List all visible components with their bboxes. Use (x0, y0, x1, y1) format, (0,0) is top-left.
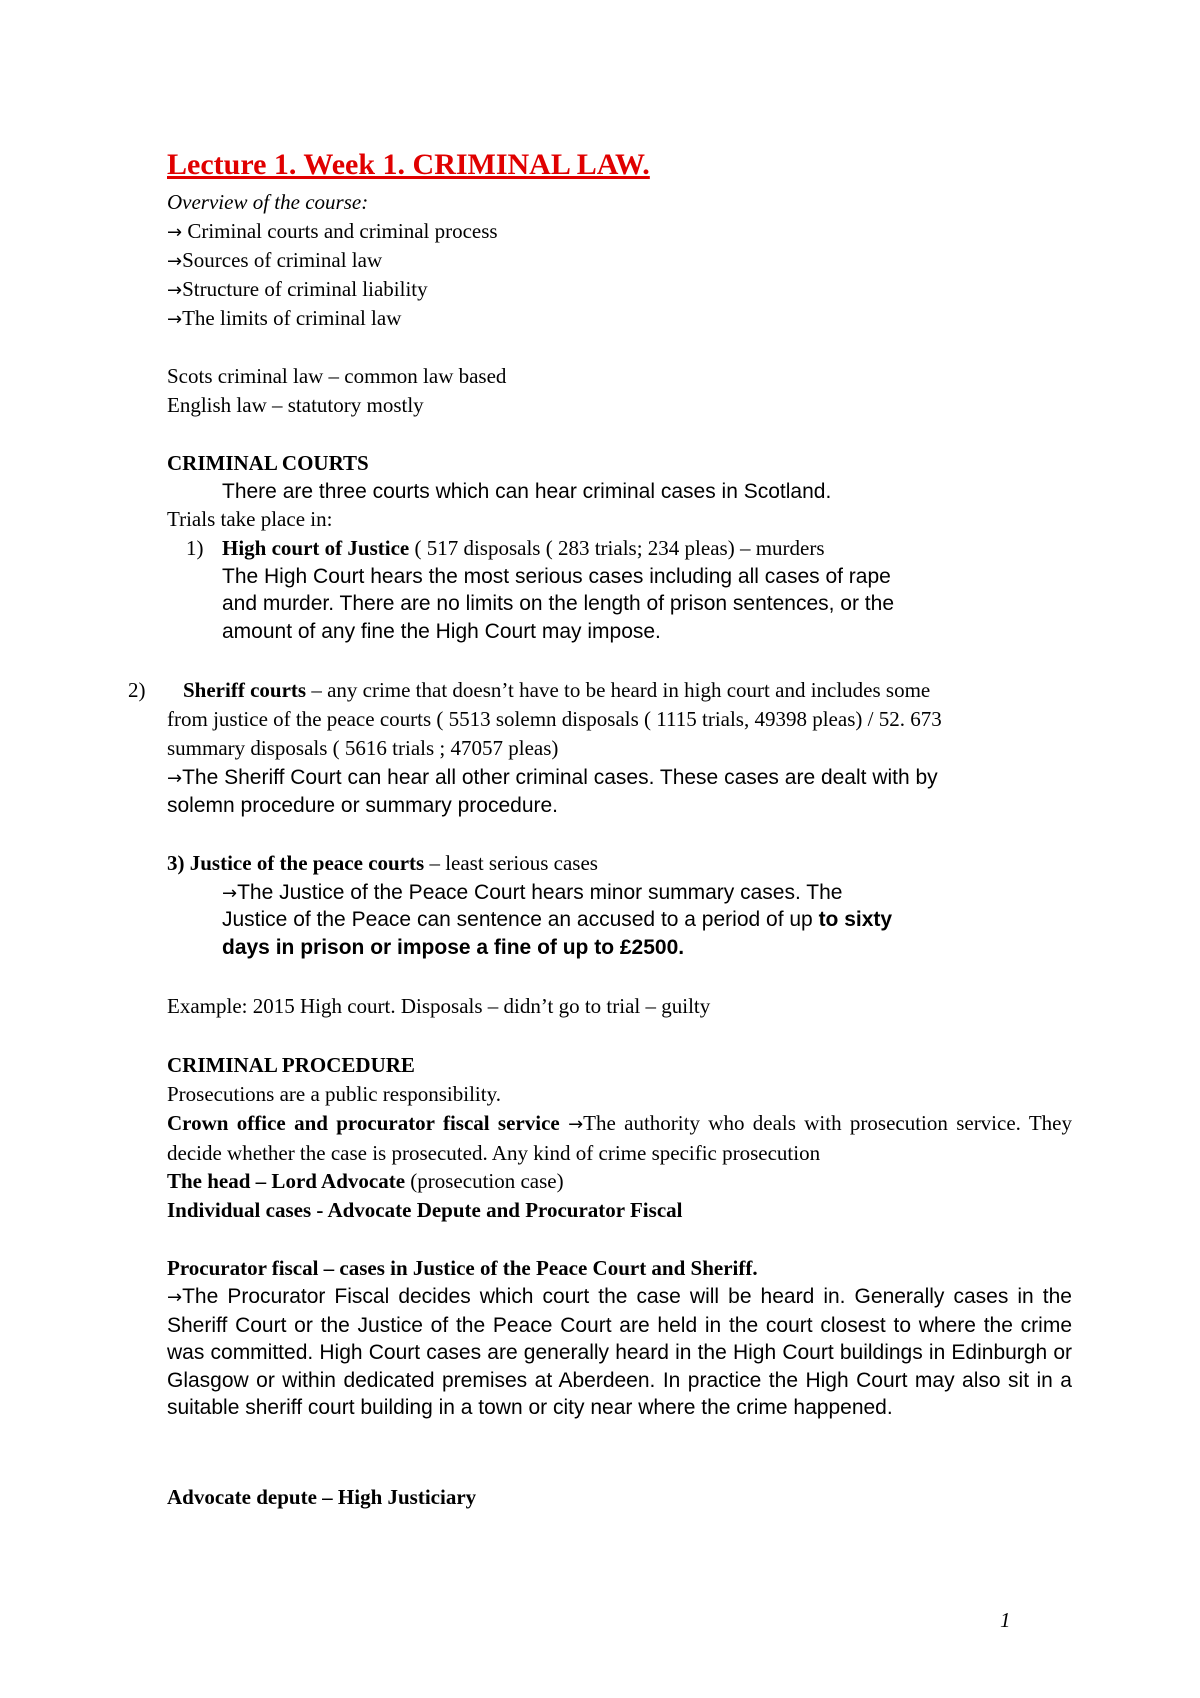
high-court-name: High court of Justice (222, 536, 410, 560)
high-court-desc: The High Court hears the most serious cases including all cases of rape (222, 565, 891, 588)
arrow-icon: → (167, 768, 183, 789)
high-court-desc: and murder. There are no limits on the length of prison sentences, or the (222, 592, 894, 615)
sheriff-court-stats: from justice of the peace courts ( 5513 solemn disposals ( 1115 trials, 49398 pleas) / 52. 673 (167, 707, 942, 731)
lecture-title: Lecture 1. Week 1. CRIMINAL LAW. (167, 148, 650, 181)
section-heading-procedure: CRIMINAL PROCEDURE (167, 1053, 415, 1077)
arrow-icon: → (167, 251, 183, 272)
section-heading-courts: CRIMINAL COURTS (167, 451, 369, 475)
sheriff-court-name: Sheriff courts (183, 678, 307, 702)
advocate-depute-line: Advocate depute – High Justiciary (167, 1485, 477, 1509)
sheriff-court-desc: solemn procedure or summary procedure. (167, 794, 559, 817)
overview-heading: Overview of the course: (167, 190, 369, 214)
courts-intro: There are three courts which can hear criminal cases in Scotland. (222, 480, 832, 503)
arrow-icon: → (167, 280, 183, 301)
sheriff-court-desc: →The Sheriff Court can hear all other criminal cases. These cases are dealt with by (167, 766, 938, 789)
individual-cases-line: Individual cases - Advocate Depute and Procurator Fiscal (167, 1198, 683, 1222)
scots-law-line: Scots criminal law – common law based (167, 364, 507, 388)
list-number: 1) (186, 536, 204, 560)
page-number: 1 (1000, 1608, 1011, 1632)
high-court-desc: amount of any fine the High Court may impose. (222, 620, 661, 643)
arrow-icon: → (568, 1114, 584, 1135)
english-law-line: English law – statutory mostly (167, 393, 424, 417)
arrow-icon: → (167, 309, 183, 330)
overview-item: → Criminal courts and criminal process (167, 219, 498, 243)
example-line: Example: 2015 High court. Disposals – didn’t go to trial – guilty (167, 994, 711, 1018)
list-number: 2) (128, 678, 146, 702)
sheriff-court-line: Sheriff courts – any crime that doesn’t have to be heard in high court and includes some (183, 678, 931, 702)
justice-court-desc: days in prison or impose a fine of up to £2500. (222, 936, 685, 959)
justice-court-desc: →The Justice of the Peace Court hears minor summary cases. The (222, 881, 843, 904)
overview-item: →Structure of criminal liability (167, 277, 428, 301)
justice-court-name: 3) Justice of the peace courts (167, 851, 425, 875)
trials-line: Trials take place in: (167, 507, 333, 531)
justice-court-line: 3) Justice of the peace courts – least serious cases (167, 851, 598, 875)
overview-item: →Sources of criminal law (167, 248, 383, 272)
sheriff-court-stats: summary disposals ( 5616 trials ; 47057 pleas) (167, 736, 559, 760)
high-court-line: High court of Justice ( 517 disposals ( 283 trials; 234 pleas) – murders (222, 536, 825, 560)
procurator-fiscal-heading: Procurator fiscal – cases in Justice of the Peace Court and Sheriff. (167, 1256, 758, 1280)
head-line: The head – Lord Advocate (prosecution case) (167, 1169, 564, 1193)
arrow-icon: → (167, 222, 183, 243)
public-responsibility-line: Prosecutions are a public responsibility. (167, 1082, 501, 1106)
arrow-icon: → (222, 883, 238, 904)
arrow-icon: → (167, 1287, 183, 1308)
crown-office-paragraph: Crown office and procurator fiscal service →The authority who deals with prosecution service. They decide whether the case is prosecuted. Any kind of crime specific prosecution (167, 1111, 1073, 1165)
procurator-fiscal-desc: →The Procurator Fiscal decides which court the case will be heard in. Generally cases in the Sheriff Court or the Justice of the Peace Court are held in the court closest to where the crime was committed. High Court cases are generally heard in the High Court buildings in Edinburgh or Glasgow or within dedicated premises at Aberdeen. In practice the High Court may also sit in a suitable sheriff court building in a town or city near where the crime happened. (167, 1285, 1072, 1419)
justice-court-desc: Justice of the Peace can sentence an accused to a period of up to sixty (222, 908, 893, 931)
overview-item: →The limits of criminal law (167, 306, 402, 330)
